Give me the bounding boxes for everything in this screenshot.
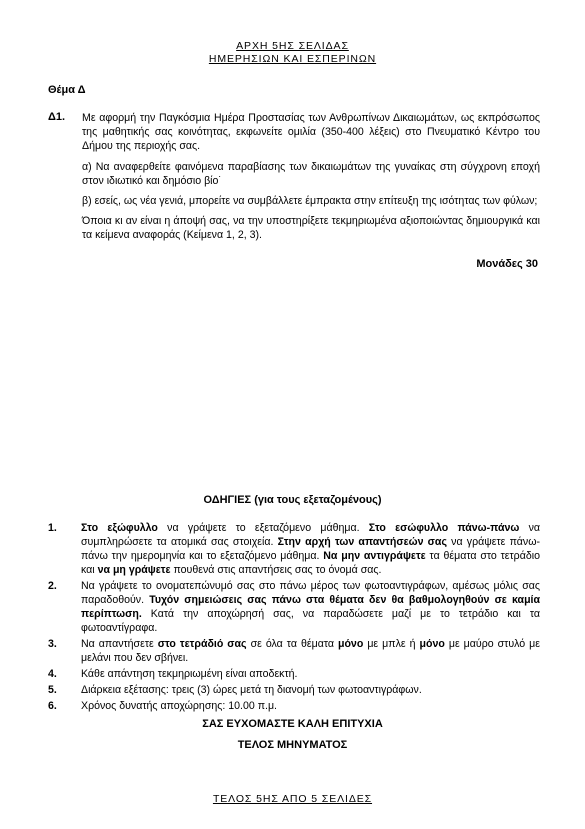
instruction-emphasis: Στην αρχή των απαντήσεών σας <box>277 536 447 548</box>
instruction-text: Κάθε απάντηση τεκμηριωμένη είναι αποδεκτή. <box>81 668 298 680</box>
instruction-emphasis: Τυχόν σημειώσεις σας πάνω στα θέματα δεν θα βαθμολογηθούν σε καμία περίπτωση. <box>81 594 541 620</box>
instruction-text: Διάρκεια εξέτασης: τρεις (3) ώρες μετά τη διανομή των φωτοαντιγράφων. <box>81 684 422 696</box>
instructions-list <box>48 521 540 715</box>
instruction-emphasis: Στο εξώφυλλο <box>81 522 158 534</box>
header-page-start: ΑΡΧΗ 5ΗΣ ΣΕΛΙΔΑΣ <box>236 40 349 52</box>
end-of-message: ΤΕΛΟΣ ΜΗΝΥΜΑΤΟΣ <box>237 739 348 751</box>
instruction-plain: Κατά την αποχώρησή σας, να παραδώσετε μαζί με το τετράδιο και τα φωτοαντίγραφα. <box>81 608 540 634</box>
instruction-plain: με μπλε ή <box>363 638 420 650</box>
instruction-emphasis: μόνο <box>337 638 364 650</box>
instruction-item <box>48 699 540 713</box>
question-units: Μονάδες 30 <box>476 258 538 270</box>
instruction-emphasis: στο τετράδιό σας <box>157 638 247 650</box>
question-part-a: α) Να αναφερθείτε φαινόμενα παραβίασης των δικαιωμάτων της γυναίκας στη σύγχρονη εποχή στον ιδιωτικό και δημόσιο βίο˙ <box>82 161 540 187</box>
instruction-text <box>81 521 540 577</box>
instruction-number: 5. <box>48 684 57 696</box>
question-note: Όποια κι αν είναι η άποψή σας, να την υποστηρίξετε τεκμηριωμένα αξιοποιώντας δημιουργικά και τα κείμενα αναφοράς (Κείμενα 1, 2, 3). <box>82 215 540 241</box>
instruction-item <box>48 667 540 681</box>
instruction-emphasis: Στο εσώφυλλο πάνω-πάνω <box>368 522 520 534</box>
instruction-text: Χρόνος δυνατής αποχώρησης: 10.00 π.μ. <box>81 700 277 712</box>
instruction-plain: πουθενά στις απαντήσεις σας το όνομά σας. <box>170 564 382 576</box>
instruction-emphasis: Να μην αντιγράψετε <box>323 550 426 562</box>
instruction-plain: να γράψετε πάνω-πάνω την ημερομηνία και το εξεταζόμενο μάθημα. <box>81 536 540 562</box>
question-intro: Με αφορμή την Παγκόσμια Ημέρα Προστασίας των Ανθρωπίνων Δικαιωμάτων, ως εκπρόσωπος της μαθητικής σας κοινότητας, εκφωνείτε ομιλία (350-400 λέξεις) στο Πνευματικό Κέντρο του Δήμου της περιοχής σας. <box>82 112 540 152</box>
instruction-item <box>48 683 540 697</box>
question-body <box>82 111 540 248</box>
page-footer: ΤΕΛΟΣ 5ΗΣ ΑΠΟ 5 ΣΕΛΙΔΕΣ <box>212 793 373 805</box>
instruction-plain: να συμπληρώσετε τα ατομικά σας στοιχεία. <box>81 522 540 548</box>
question-number: Δ1. <box>48 111 66 123</box>
instruction-item <box>48 521 540 577</box>
theme-title: Θέμα Δ <box>48 84 86 96</box>
page-header <box>0 40 585 66</box>
instruction-plain: Να απαντήσετε <box>81 638 158 650</box>
instruction-plain: να γράψετε το εξεταζόμενο μάθημα. <box>157 522 369 534</box>
instruction-item <box>48 579 540 635</box>
instruction-text <box>81 637 540 665</box>
good-luck-wish: ΣΑΣ ΕΥΧΟΜΑΣΤΕ ΚΑΛΗ ΕΠΙΤΥΧΙΑ <box>202 718 383 730</box>
instruction-emphasis: να μη γράψετε <box>97 564 171 576</box>
instruction-number: 4. <box>48 668 57 680</box>
instruction-plain: με μαύρο στυλό με μελάνι που δεν σβήνει. <box>81 638 540 664</box>
instruction-number: 2. <box>48 580 57 592</box>
instruction-emphasis: μόνο <box>419 638 445 650</box>
instruction-number: 1. <box>48 522 57 534</box>
instruction-plain: τα θέματα στο τετράδιο και <box>81 550 540 576</box>
instruction-plain: Να γράψετε το ονοματεπώνυμό σας στο πάνω μέρος των φωτοαντιγράφων, αμέσως μόλις σας παραδοθούν. <box>81 580 540 606</box>
instruction-text <box>81 579 540 635</box>
instruction-number: 6. <box>48 700 57 712</box>
question-part-b: β) εσείς, ως νέα γενιά, μπορείτε να συμβάλλετε έμπρακτα στην επίτευξη της ισότητας των φύλων; <box>82 195 538 207</box>
instructions-title: ΟΔΗΓΙΕΣ (για τους εξεταζομένους) <box>203 494 382 506</box>
instruction-number: 3. <box>48 638 57 650</box>
header-exam-type: ΗΜΕΡΗΣΙΩΝ ΚΑΙ ΕΣΠΕΡΙΝΩΝ <box>208 53 377 65</box>
instruction-item <box>48 637 540 665</box>
instruction-plain: σε όλα τα θέματα <box>246 638 338 650</box>
